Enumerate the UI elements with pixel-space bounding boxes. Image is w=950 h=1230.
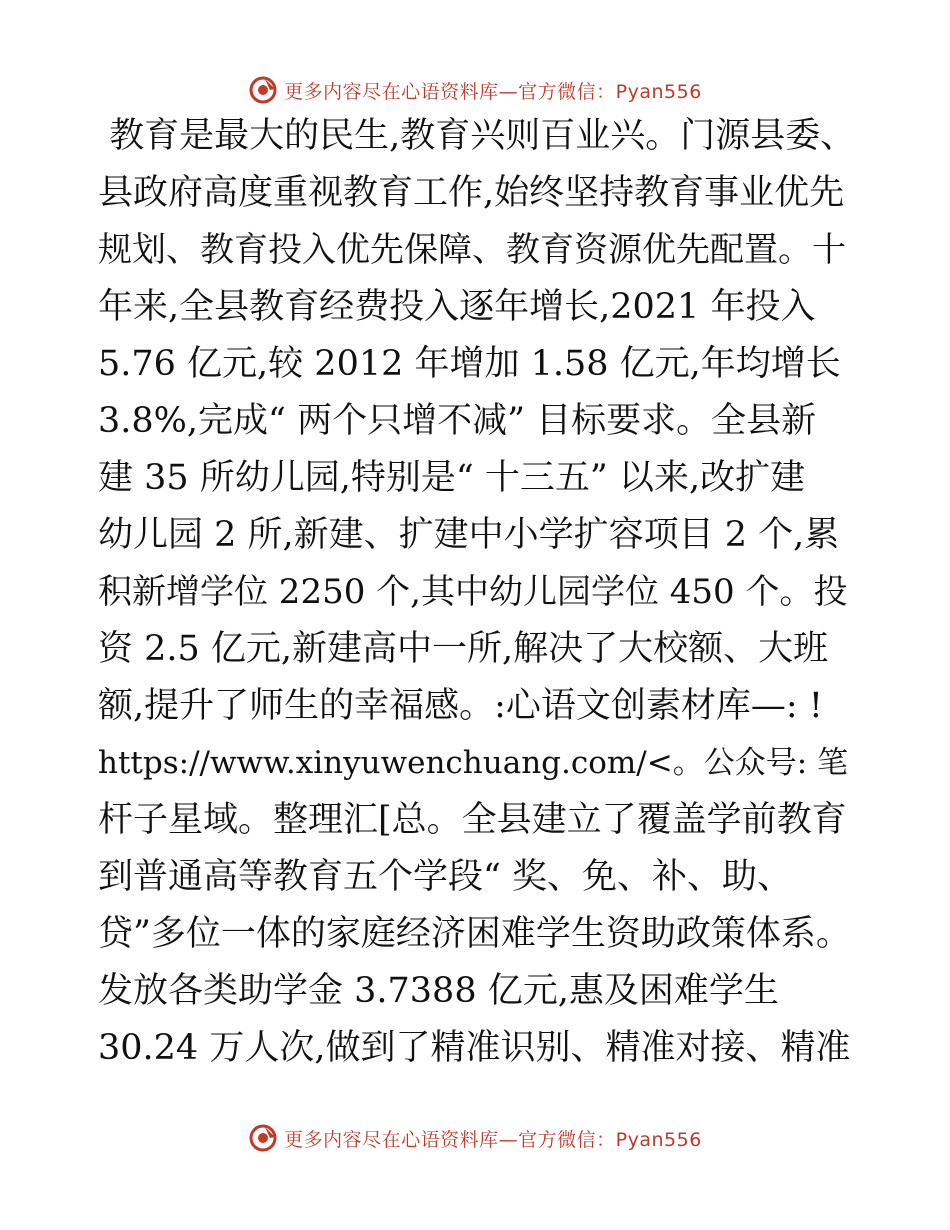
text-line: 规划、教育投入优先保障、教育资源优先配置。十 [98, 230, 846, 270]
header-watermark-text: 更多内容尽在心语资料库—官方微信：Pyan556 [284, 80, 702, 103]
text-line: 5.76 亿元,较 2012 年增加 1.58 亿元,年均增长 [98, 344, 841, 384]
text-line: 积新增学位 2250 个,其中幼儿园学位 450 个。投 [98, 572, 848, 612]
text-line: 幼儿园 2 所,新建、扩建中小学扩容项目 2 个,累 [98, 515, 840, 555]
text-line: 额,提升了师生的幸福感。:心语文创素材库—: ! [98, 686, 823, 726]
footer-watermark-text: 更多内容尽在心语资料库—官方微信：Pyan556 [284, 1128, 702, 1151]
text-line: 30.24 万人次,做到了精准识别、精准对接、精准 [98, 1028, 851, 1068]
text-line: https://www.xinyuwenchuang.com/<。公众号: 笔 [98, 745, 849, 781]
text-line: 杆子星域。整理汇[总。全县建立了覆盖学前教育 [98, 800, 847, 840]
text-line: 县政府高度重视教育工作,始终坚持教育事业优先 [98, 173, 845, 213]
text-line: 到普通高等教育五个学段“ 奖、免、补、助、 [98, 857, 793, 897]
text-line: 教育是最大的民生,教育兴则百业兴。门源县委、 [98, 116, 856, 156]
text-line: 3.8%,完成“ 两个只增不减” 目标要求。全县新 [98, 401, 817, 441]
footer-watermark-banner [0, 1120, 950, 1156]
logo-icon [248, 1123, 278, 1153]
document-body [98, 108, 858, 1077]
text-line: 年来,全县教育经费投入逐年增长,2021 年投入 [98, 287, 816, 327]
text-line: 发放各类助学金 3.7388 亿元,惠及困难学生 [98, 971, 779, 1011]
text-line: 建 35 所幼儿园,特别是“ 十三五” 以来,改扩建 [98, 458, 806, 498]
logo-icon [248, 75, 278, 105]
header-watermark-banner [0, 72, 950, 108]
text-line: 资 2.5 亿元,新建高中一所,解决了大校额、大班 [98, 629, 829, 669]
text-line: 贷”多位一体的家庭经济困难学生资助政策体系。 [98, 914, 851, 954]
